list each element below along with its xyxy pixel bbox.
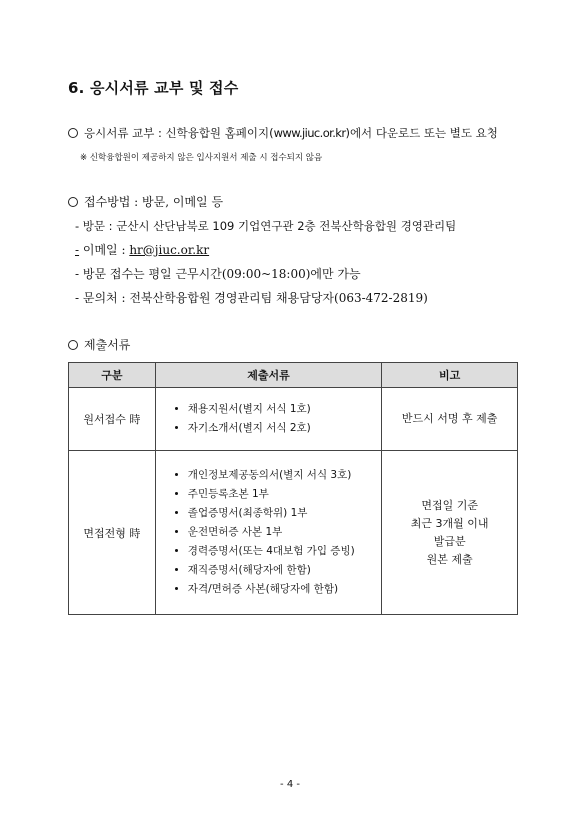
row-category: 원서접수 時 [69,388,156,451]
list-item: • 자기소개서(별지 서식 2호) [188,419,372,438]
circle-bullet-icon [68,340,78,350]
note-line: 면접일 기준 [421,498,478,512]
section-title: 6. 응시서류 교부 및 접수 [68,79,239,97]
table-header-row [69,363,518,388]
list-item: • 경력증명서(또는 4대보험 가입 증빙) [188,542,372,561]
distribution-text-before: 응시서류 교부 : 신학융합원 홈페이지( [84,126,274,140]
row-documents [155,388,382,451]
documents-heading-line [68,336,130,353]
header-category: 구분 [69,363,156,388]
list-item: • 자격/면허증 사본(해당자에 한함) [188,580,372,599]
table-row [69,388,518,451]
email-link[interactable]: hr@jiuc.or.kr [129,243,210,257]
row-note [382,388,518,451]
email-label: 이메일 : [79,243,130,257]
email-line [75,241,209,258]
row-note [382,451,518,615]
note-line: 원본 제출 [426,552,473,566]
list-item: • 개인정보제공동의서(별지 서식 3호) [188,466,372,485]
email-dash: - [75,243,80,257]
list-item: • 졸업증명서(최종학위) 1부 [188,504,372,523]
documents-heading: 제출서류 [84,338,131,352]
table-row [69,451,518,615]
circle-bullet-icon [68,197,78,207]
note-line: 반드시 서명 후 제출 [401,412,498,425]
list-item: • 채용지원서(별지 서식 1호) [188,400,372,419]
list-item: • 재직증명서(해당자에 한함) [188,561,372,580]
header-note: 비고 [382,363,518,388]
row-category: 면접전형 時 [69,451,156,615]
hours-line: - 방문 접수는 평일 근무시간(09:00~18:00)에만 가능 [75,267,361,281]
documents-table [68,362,518,615]
circle-bullet-icon [68,128,78,138]
distribution-note: ※ 신학융합원이 제공하지 않은 입사지원서 제출 시 접수되지 않음 [80,153,323,163]
note-line: 발급분 [433,534,466,548]
visit-line: - 방문 : 군산시 산단남북로 109 기업연구관 2층 전북산학융합원 경영관리팀 [75,219,457,233]
list-item: • 주민등록초본 1부 [188,485,372,504]
page-number: - 4 - [280,779,300,790]
homepage-link[interactable]: www.jiuc.or.kr [273,126,346,140]
row-documents [155,451,382,615]
header-documents: 제출서류 [155,363,382,388]
submission-heading: 접수방법 : 방문, 이메일 등 [84,195,224,209]
contact-line: - 문의처 : 전북산학융합원 경영관리팀 채용담당자(063-472-2819) [75,291,428,305]
submission-heading-line [68,193,223,210]
distribution-line [68,125,498,141]
note-line: 최근 3개월 이내 [410,516,489,530]
distribution-text-after: )에서 다운로드 또는 별도 요청 [345,126,498,140]
list-item: • 운전면허증 사본 1부 [188,523,372,542]
